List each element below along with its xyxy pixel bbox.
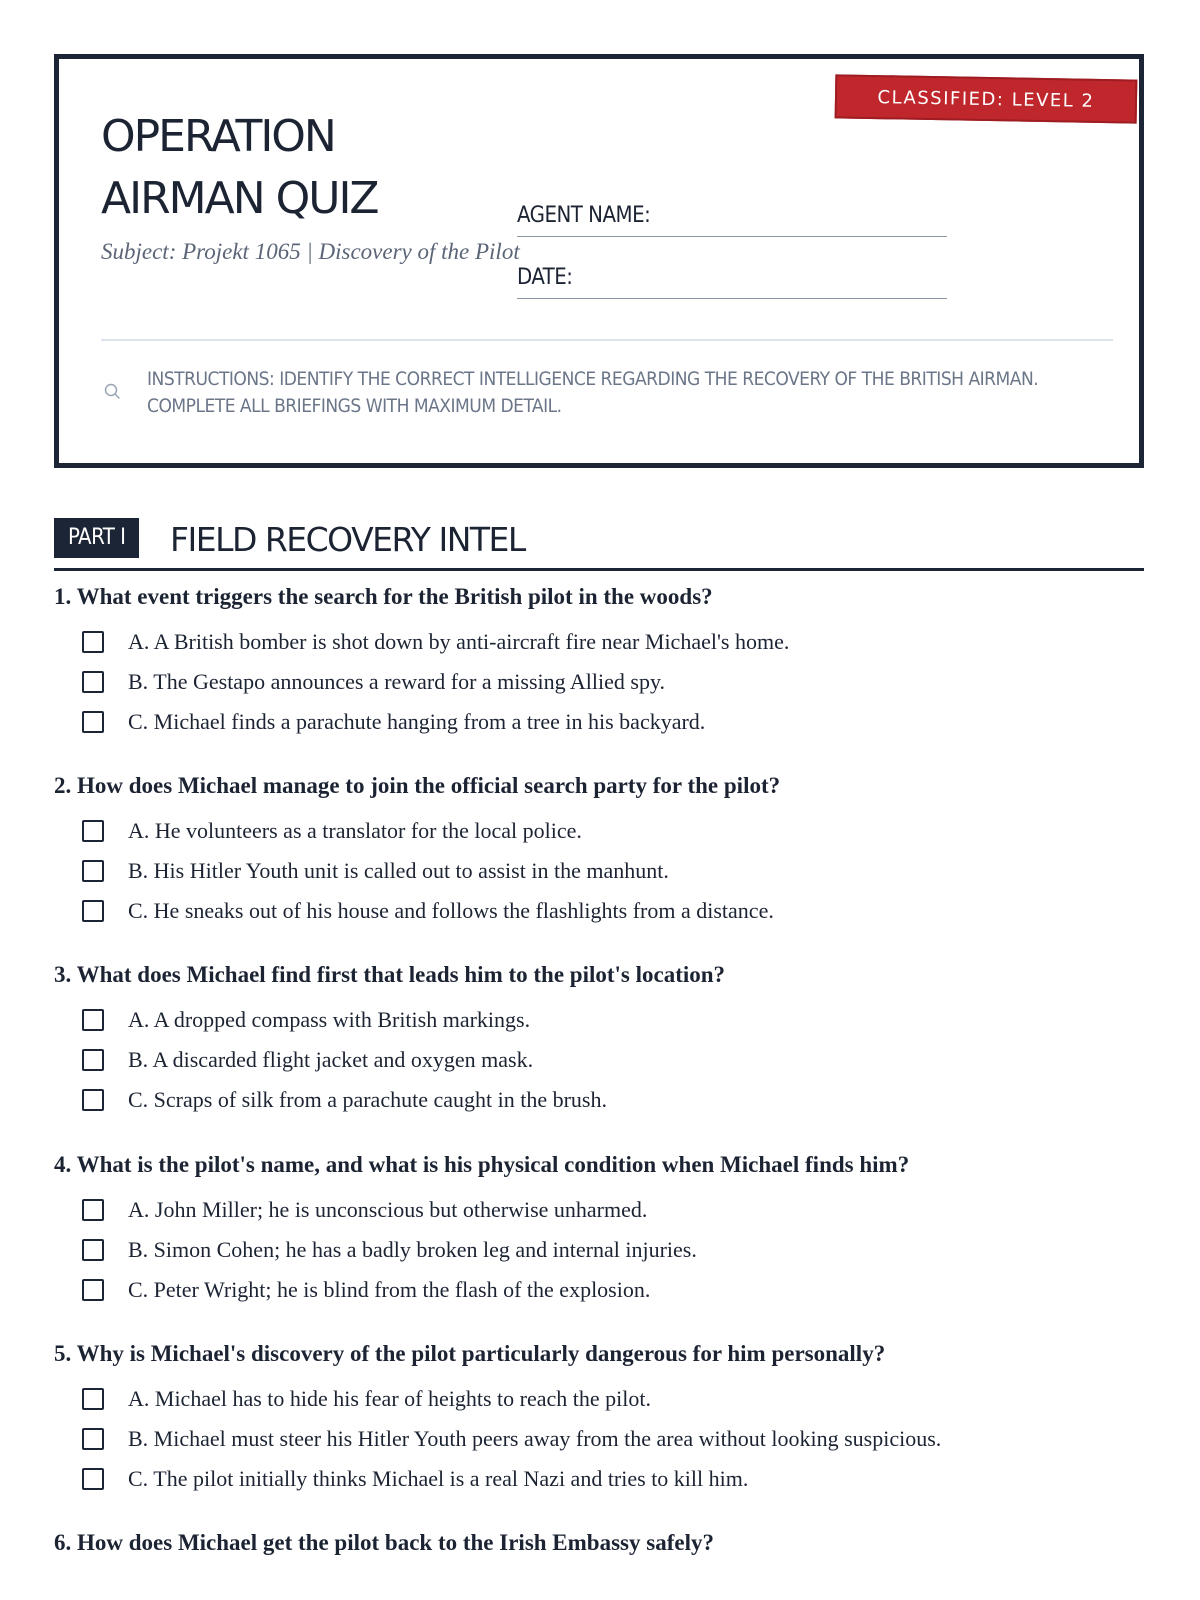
answer-option[interactable]: [82, 891, 1154, 931]
answer-text: B. The Gestapo announces a reward for a missing Allied spy.: [128, 669, 666, 694]
question-4: [54, 1150, 1154, 1310]
answer-text: A. He volunteers as a translator for the local police.: [128, 818, 582, 843]
answer-option[interactable]: [82, 1080, 1154, 1120]
answer-checkbox[interactable]: [82, 820, 104, 842]
question-text: 4. What is the pilot's name, and what is his physical condition when Michael finds him?: [54, 1152, 910, 1177]
question-text: 5. Why is Michael's discovery of the pilot particularly dangerous for him personally?: [54, 1341, 886, 1366]
answer-checkbox[interactable]: [82, 1388, 104, 1410]
date-label: DATE:: [517, 265, 573, 290]
quiz-title-line-2: AIRMAN QUIZ: [101, 173, 378, 224]
answer-text: A. Michael has to hide his fear of heights to reach the pilot.: [128, 1386, 651, 1411]
answer-option[interactable]: [82, 811, 1154, 851]
answer-text: B. Simon Cohen; he has a badly broken leg and internal injuries.: [128, 1237, 697, 1262]
answer-text: A. John Miller; he is unconscious but otherwise unharmed.: [128, 1197, 648, 1222]
question-text: 2. How does Michael manage to join the official search party for the pilot?: [54, 773, 781, 798]
answer-option[interactable]: [82, 622, 1154, 662]
answer-option[interactable]: [82, 662, 1154, 702]
question-text: 1. What event triggers the search for the British pilot in the woods?: [54, 584, 713, 609]
answer-option[interactable]: [82, 1190, 1154, 1230]
answer-checkbox[interactable]: [82, 860, 104, 882]
part-title: FIELD RECOVERY INTEL: [170, 520, 525, 559]
answer-text: C. Michael finds a parachute hanging from a tree in his backyard.: [128, 709, 706, 734]
answer-checkbox[interactable]: [82, 1009, 104, 1031]
date-field[interactable]: [517, 261, 947, 299]
subject-line: Subject: Projekt 1065 | Discovery of the Pilot: [101, 239, 520, 264]
question-6: [54, 1528, 1154, 1568]
answer-checkbox[interactable]: [82, 631, 104, 653]
answer-option[interactable]: [82, 851, 1154, 891]
answer-text: C. Scraps of silk from a parachute caught in the brush.: [128, 1087, 607, 1112]
question-2: [54, 771, 1154, 931]
instructions-text: INSTRUCTIONS: IDENTIFY THE CORRECT INTELLIGENCE REGARDING THE RECOVERY OF THE BRITISH AIRMAN. COMPLETE ALL BRIEFINGS WITH MAXIMUM DETAIL.: [147, 368, 1039, 417]
answer-option[interactable]: [82, 1040, 1154, 1080]
search-icon: [103, 382, 121, 400]
question-5: [54, 1339, 1154, 1499]
answer-text: C. Peter Wright; he is blind from the flash of the explosion.: [128, 1277, 651, 1302]
header-divider: [101, 339, 1113, 341]
answer-text: A. A dropped compass with British markings.: [128, 1007, 531, 1032]
answer-checkbox[interactable]: [82, 1428, 104, 1450]
answer-text: C. The pilot initially thinks Michael is a real Nazi and tries to kill him.: [128, 1466, 749, 1491]
answer-text: B. His Hitler Youth unit is called out to assist in the manhunt.: [128, 858, 669, 883]
question-3: [54, 960, 1154, 1120]
answer-checkbox[interactable]: [82, 1468, 104, 1490]
answer-option[interactable]: [82, 1419, 1154, 1459]
quiz-title-line-1: OPERATION: [101, 111, 335, 162]
answer-checkbox[interactable]: [82, 1239, 104, 1261]
answer-option[interactable]: [82, 1379, 1154, 1419]
answer-option[interactable]: [82, 702, 1154, 742]
part-label: PART I: [54, 518, 139, 558]
answer-text: B. A discarded flight jacket and oxygen mask.: [128, 1047, 534, 1072]
answer-checkbox[interactable]: [82, 1049, 104, 1071]
question-1: [54, 582, 1154, 742]
answer-checkbox[interactable]: [82, 1279, 104, 1301]
answer-checkbox[interactable]: [82, 1089, 104, 1111]
question-text: 6. How does Michael get the pilot back to the Irish Embassy safely?: [54, 1530, 714, 1555]
answer-option[interactable]: [82, 1270, 1154, 1310]
answer-option[interactable]: [82, 1459, 1154, 1499]
answer-option[interactable]: [82, 1000, 1154, 1040]
answer-text: C. He sneaks out of his house and follows the flashlights from a distance.: [128, 898, 774, 923]
question-text: 3. What does Michael find first that leads him to the pilot's location?: [54, 962, 726, 987]
answer-checkbox[interactable]: [82, 671, 104, 693]
part-header: [54, 512, 1144, 571]
agent-name-label: AGENT NAME:: [517, 203, 651, 228]
answer-checkbox[interactable]: [82, 711, 104, 733]
answer-text: B. Michael must steer his Hitler Youth peers away from the area without looking suspicious.: [128, 1426, 942, 1451]
quiz-header: [54, 54, 1144, 468]
answer-checkbox[interactable]: [82, 900, 104, 922]
answer-text: A. A British bomber is shot down by anti-aircraft fire near Michael's home.: [128, 629, 790, 654]
answer-checkbox[interactable]: [82, 1199, 104, 1221]
answer-option[interactable]: [82, 1230, 1154, 1270]
classified-stamp: CLASSIFIED: LEVEL 2: [835, 74, 1138, 123]
agent-name-field[interactable]: [517, 199, 947, 237]
